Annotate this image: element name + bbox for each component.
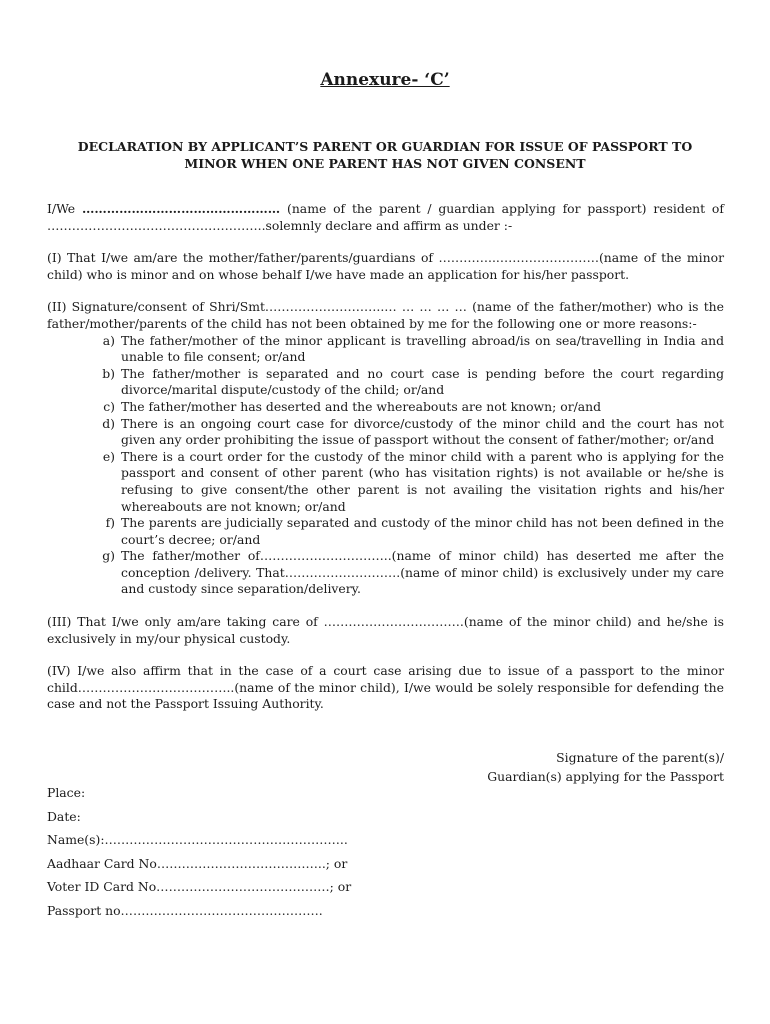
reason-item xyxy=(105,515,724,548)
declaration-body xyxy=(47,201,724,729)
reason-text: There is a court order for the custody of the minor child with a parent who is applying for the passport and consent of other parent (who has visitation rights) is not available or he/she is refusing to give consent/the other parent is not availing the visitation rights and his/her whereabouts are not known; or/and xyxy=(121,448,724,514)
reason-marker: e) xyxy=(102,448,115,464)
annexure-title: Annexure- ‘C’ xyxy=(320,70,450,90)
reasons-list xyxy=(47,333,724,599)
reason-marker: b) xyxy=(102,365,115,381)
signature-line-2: Guardian(s) applying for the Passport xyxy=(487,769,724,784)
reason-item xyxy=(102,332,724,366)
paragraph-3: (III) That I/we only am/are taking care of …………………………….(name of the minor child) and he/she is exclusively in my/our physical custody. xyxy=(47,614,724,646)
reason-item xyxy=(103,398,724,416)
reason-text: The father/mother has deserted and the whereabouts are not known; or/and xyxy=(121,398,602,414)
reason-marker: d) xyxy=(102,415,115,431)
paragraph-4: (IV) I/we also affirm that in the case of a court case arising due to issue of a passport to the minor child………………………………..(name of the minor child), I/we would be solely responsible for defending the case and not the Passport Issuing Authority. xyxy=(47,663,724,712)
reason-marker: f) xyxy=(105,515,115,531)
signature-block xyxy=(464,748,724,786)
intro-prefix: I/We xyxy=(47,201,82,216)
reason-text: The father/mother is separated and no court case is pending before the court regarding divorce/marital dispute/custody of the child; or/and xyxy=(121,365,724,398)
reason-text: The father/mother of the minor applicant is travelling abroad/is on sea/travelling in India and unable to file consent; or/and xyxy=(121,332,724,365)
aadhaar-field: Aadhaar Card No…………………………………..; or xyxy=(47,855,348,871)
reason-text: The parents are judicially separated and custody of the minor child has not been defined in the court’s decree; or/and xyxy=(121,515,724,547)
declaration-heading xyxy=(60,138,710,172)
reason-item xyxy=(102,448,724,515)
date-field: Date: xyxy=(47,808,81,824)
heading-line-2: MINOR WHEN ONE PARENT HAS NOT GIVEN CONSENT xyxy=(184,156,586,171)
names-field: Name(s):………………………………………………….. xyxy=(47,832,348,847)
intro-paragraph xyxy=(47,201,724,234)
reason-text: The father/mother of…………………………..(name of minor child) has deserted me after the conception /delivery. That……………………….(name of minor child) is exclusively under my care and custody since separation/delivery. xyxy=(121,548,724,597)
reason-marker: a) xyxy=(102,332,115,348)
voter-id-field: Voter ID Card No……………………………………; or xyxy=(47,879,352,894)
place-field: Place: xyxy=(47,785,86,800)
passport-no-field: Passport no…………………………………………. xyxy=(47,902,323,918)
reason-item xyxy=(102,365,724,399)
applicant-fields xyxy=(47,783,547,924)
heading-line-1: DECLARATION BY APPLICANT’S PARENT OR GUARDIAN FOR ISSUE OF PASSPORT TO xyxy=(77,139,693,154)
paragraph-2: (II) Signature/consent of Shri/Smt………………………..… … … … … (name of the father/mother) who is the father/mother/parents of the child has not been obtained by me for the following one or more reasons:- xyxy=(47,299,724,331)
intro-blank: ………………………………………… xyxy=(81,201,281,216)
reason-text: There is an ongoing court case for divorce/custody of the minor child and the court has not given any order prohibiting the issue of passport without the consent of father/mother; or/and xyxy=(121,415,724,448)
intro-rest: (name of the parent / guardian applying for passport) resident of ……………………………………………..solemnly declare and affirm as under :- xyxy=(47,201,724,233)
reason-item xyxy=(102,548,724,598)
paragraph-1: (I) That I/we am/are the mother/father/parents/guardians of …………...……………………(name of the minor child) who is minor and on whose behalf I/we have made an application for his/her passport. xyxy=(47,250,724,282)
signature-line-1: Signature of the parent(s)/ xyxy=(556,750,724,765)
reason-marker: c) xyxy=(103,398,115,414)
reason-marker: g) xyxy=(102,548,115,564)
reason-item xyxy=(102,415,724,449)
